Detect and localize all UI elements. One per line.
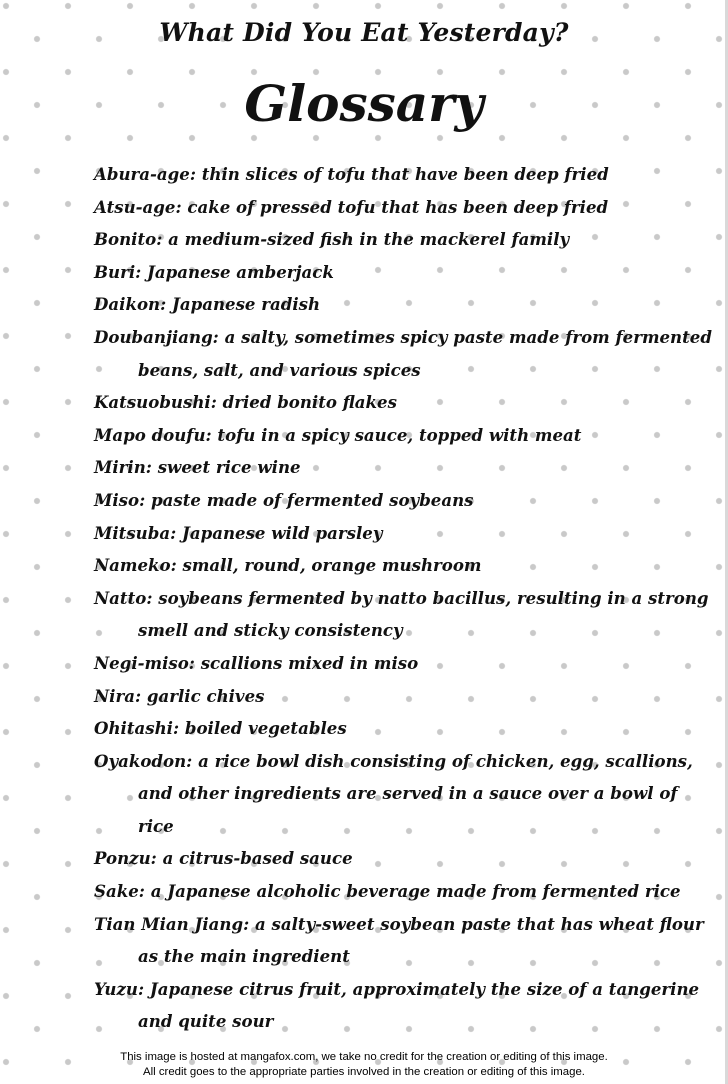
glossary-definition: dried bonito flakes — [222, 392, 397, 413]
glossary-entry — [94, 549, 719, 582]
glossary-list — [94, 158, 719, 1038]
glossary-entry — [94, 745, 719, 843]
glossary-entry — [94, 321, 719, 386]
glossary-term: Miso: — [94, 489, 146, 510]
glossary-definition: Japanese citrus fruit, approximately the size of a tangerine and quite sour — [138, 978, 700, 1032]
glossary-term: Yuzu: — [94, 978, 145, 999]
series-title: What Did You Eat Yesterday? — [159, 18, 569, 47]
glossary-definition: a rice bowl dish consisting of chicken, egg, scallions, and other ingredients are served in a sauce over a bowl of rice — [138, 750, 693, 836]
page-title: Glossary — [244, 74, 484, 133]
glossary-term: Buri: — [94, 261, 142, 282]
glossary-entry — [94, 517, 719, 550]
glossary-term: Nira: — [94, 685, 142, 706]
glossary-term: Mapo doufu: — [94, 424, 212, 445]
glossary-definition: garlic chives — [146, 685, 265, 706]
glossary-definition: cake of pressed tofu that has been deep fried — [187, 196, 609, 217]
glossary-term: Nameko: — [94, 555, 177, 576]
glossary-entry — [94, 875, 719, 908]
glossary-definition: scallions mixed in miso — [200, 652, 419, 673]
glossary-term: Katsuobushi: — [94, 392, 217, 413]
glossary-definition: a citrus-based sauce — [162, 848, 353, 869]
glossary-definition: a salty-sweet soybean paste that has wheat flour as the main ingredient — [138, 913, 704, 967]
glossary-term: Oyakodon: — [94, 750, 193, 771]
glossary-definition: Japanese amberjack — [147, 261, 334, 282]
glossary-entry — [94, 386, 719, 419]
glossary-definition: sweet rice wine — [157, 457, 301, 478]
glossary-definition: a Japanese alcoholic beverage made from fermented rice — [150, 881, 681, 902]
glossary-term: Doubanjiang: — [94, 326, 219, 347]
glossary-entry — [94, 647, 719, 680]
glossary-entry — [94, 223, 719, 256]
glossary-definition: tofu in a spicy sauce, topped with meat — [217, 424, 582, 445]
glossary-entry — [94, 680, 719, 713]
glossary-term: Ponzu: — [94, 848, 157, 869]
glossary-term: Atsu-age: — [94, 196, 182, 217]
glossary-entry — [94, 451, 719, 484]
glossary-entry — [94, 191, 719, 224]
glossary-definition: Japanese wild parsley — [182, 522, 383, 543]
credit-line: This image is hosted at mangafox.com, we take no credit for the creation or editing of this image. — [120, 1051, 608, 1063]
glossary-definition: soybeans fermented by natto bacillus, resulting in a strong smell and sticky consistency — [138, 587, 709, 641]
glossary-definition: paste made of fermented soybeans — [151, 489, 474, 510]
glossary-entry — [94, 582, 719, 647]
glossary-entry — [94, 288, 719, 321]
glossary-definition: Japanese radish — [171, 294, 321, 315]
glossary-definition: thin slices of tofu that have been deep fried — [201, 164, 609, 184]
glossary-entry — [94, 842, 719, 875]
glossary-term: Abura-age: — [94, 164, 196, 184]
glossary-term: Mitsuba: — [94, 522, 177, 543]
glossary-term: Mirin: — [94, 457, 152, 478]
glossary-term: Ohitashi: — [94, 718, 180, 739]
glossary-term: Negi-miso: — [94, 652, 195, 673]
glossary-term: Tian Mian Jiang: — [94, 913, 250, 934]
glossary-term: Bonito: — [94, 229, 163, 250]
glossary-term: Daikon: — [94, 294, 167, 315]
glossary-definition: small, round, orange mushroom — [182, 555, 482, 576]
glossary-entry — [94, 158, 719, 191]
glossary-term: Natto: — [94, 587, 153, 608]
glossary-entry — [94, 712, 719, 745]
glossary-definition: a medium-sized fish in the mackerel family — [168, 229, 570, 250]
glossary-definition: a salty, sometimes spicy paste made from fermented beans, salt, and various spices — [138, 326, 712, 380]
glossary-entry — [94, 419, 719, 452]
glossary-definition: boiled vegetables — [184, 718, 347, 739]
glossary-entry — [94, 256, 719, 289]
glossary-entry — [94, 908, 719, 973]
glossary-term: Sake: — [94, 881, 145, 902]
credit-line: All credit goes to the appropriate parties involved in the creation or editing of this image. — [143, 1066, 585, 1078]
glossary-entry — [94, 484, 719, 517]
glossary-entry — [94, 973, 719, 1038]
hosting-credit — [0, 1050, 728, 1080]
